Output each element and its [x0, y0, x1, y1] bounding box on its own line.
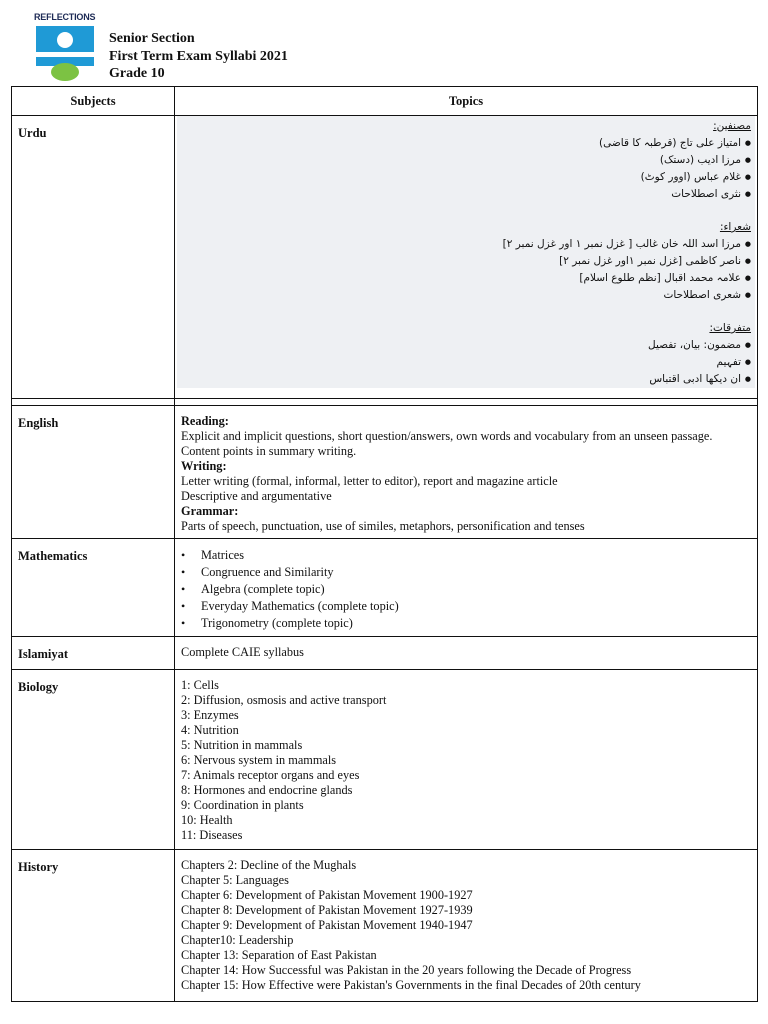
list-item: • Algebra (complete topic) [179, 581, 749, 598]
list-item: ● تفہیم [181, 354, 751, 371]
reading-line: Explicit and implicit questions, short question/answers, own words and vocabulary from an unseen passage. [181, 429, 713, 443]
subject-english: English [12, 406, 175, 539]
list-item: • Congruence and Similarity [179, 564, 749, 581]
list-item: ● ناصر کاظمی [غزل نمبر ۱اور غزل نمبر ۲] [181, 253, 751, 270]
history-topics [175, 850, 758, 1002]
list-item: Chapter 5: Languages [181, 873, 289, 887]
list-item: • Everyday Mathematics (complete topic) [179, 598, 749, 615]
list-item: ● ان دیکھا ادبی اقتباس [181, 371, 751, 388]
list-item: 9: Coordination in plants [181, 798, 304, 812]
exam-title: First Term Exam Syllabi 2021 [109, 48, 288, 64]
topics-header: Topics [175, 87, 758, 116]
list-item: ● مضمون: بیان، تفصیل [181, 337, 751, 354]
reading-label: Reading: [181, 414, 229, 428]
list-item: 10: Health [181, 813, 233, 827]
table-row [12, 850, 758, 1002]
table-row [12, 406, 758, 539]
islamiyat-topics: Complete CAIE syllabus [175, 637, 758, 670]
subject-islamiyat: Islamiyat [12, 637, 175, 670]
grade-title: Grade 10 [109, 66, 165, 81]
list-item: Chapter10: Leadership [181, 933, 294, 947]
grammar-line: Parts of speech, punctuation, use of similes, metaphors, personification and tenses [181, 519, 585, 533]
reading-line: Content points in summary writing. [181, 444, 357, 458]
subject-biology: Biology [12, 670, 175, 850]
urdu-section-misc [181, 320, 751, 388]
list-item: Chapter 9: Development of Pakistan Movement 1940-1947 [181, 918, 473, 932]
list-item: ● غلام عباس (اوور کوٹ) [181, 169, 751, 186]
mathematics-topics [175, 539, 758, 637]
list-item: ● علامہ محمد اقبال [نظم طلوع اسلام] [181, 270, 751, 287]
table-row [12, 670, 758, 850]
list-item: Chapter 14: How Successful was Pakistan in the 20 years following the Decade of Progress [181, 963, 632, 977]
writing-line: Descriptive and argumentative [181, 489, 332, 503]
section-title: Senior Section [109, 31, 195, 46]
list-item: 6: Nervous system in mammals [181, 753, 337, 767]
urdu-section-poets [181, 219, 751, 304]
list-item: 3: Enzymes [181, 708, 239, 722]
subjects-header: Subjects [12, 87, 175, 116]
list-item: • Matrices [179, 547, 749, 564]
logo-wordmark: REFLECTIONS [34, 12, 96, 22]
writing-line: Letter writing (formal, informal, letter to editor), report and magazine article [181, 474, 558, 488]
table-row [12, 637, 758, 670]
list-item: 8: Hormones and endocrine glands [181, 783, 353, 797]
table-row [12, 539, 758, 637]
english-topics [175, 406, 758, 539]
list-item: 11: Diseases [181, 828, 243, 842]
list-item: ● مرزا اسد اللہ خان غالب [ غزل نمبر ۱ اور غزل نمبر ۲] [181, 236, 751, 253]
subject-urdu: Urdu [12, 116, 175, 399]
biology-topics [175, 670, 758, 850]
list-item: Chapter 13: Separation of East Pakistan [181, 948, 377, 962]
urdu-topics-panel [177, 116, 755, 388]
table-row [12, 116, 758, 399]
list-item: ● مرزا ادیب (دستک) [181, 152, 751, 169]
list-item: ● نثری اصطلاحات [181, 186, 751, 203]
urdu-section-title: شعراء: [719, 221, 751, 233]
urdu-topics [175, 116, 758, 399]
table-header-row [12, 87, 758, 116]
list-item: 2: Diffusion, osmosis and active transport [181, 693, 387, 707]
urdu-section-title: متفرقات: [709, 322, 751, 334]
list-item: Chapters 2: Decline of the Mughals [181, 858, 357, 872]
grammar-label: Grammar: [181, 504, 239, 518]
urdu-section-title: مصنفین: [713, 120, 751, 132]
page-header [34, 12, 734, 84]
logo-emblem-icon [34, 24, 96, 82]
subject-history: History [12, 850, 175, 1002]
subject-mathematics: Mathematics [12, 539, 175, 637]
writing-label: Writing: [181, 459, 227, 473]
urdu-section-authors [181, 118, 751, 203]
list-item: Chapter 6: Development of Pakistan Movement 1900-1927 [181, 888, 473, 902]
list-item: ● شعری اصطلاحات [181, 287, 751, 304]
list-item: ● امتیاز علی تاج (قرطبہ کا قاضی) [181, 135, 751, 152]
list-item: • Trigonometry (complete topic) [179, 615, 749, 632]
reflections-logo [34, 12, 96, 82]
list-item: 7: Animals receptor organs and eyes [181, 768, 360, 782]
list-item: 4: Nutrition [181, 723, 239, 737]
list-item: 1: Cells [181, 678, 219, 692]
syllabus-table [11, 86, 758, 1002]
list-item: Chapter 8: Development of Pakistan Movement 1927-1939 [181, 903, 473, 917]
list-item: Chapter 15: How Effective were Pakistan's Governments in the final Decades of 20th century [181, 978, 641, 992]
document-heading [109, 30, 288, 83]
list-item: 5: Nutrition in mammals [181, 738, 303, 752]
